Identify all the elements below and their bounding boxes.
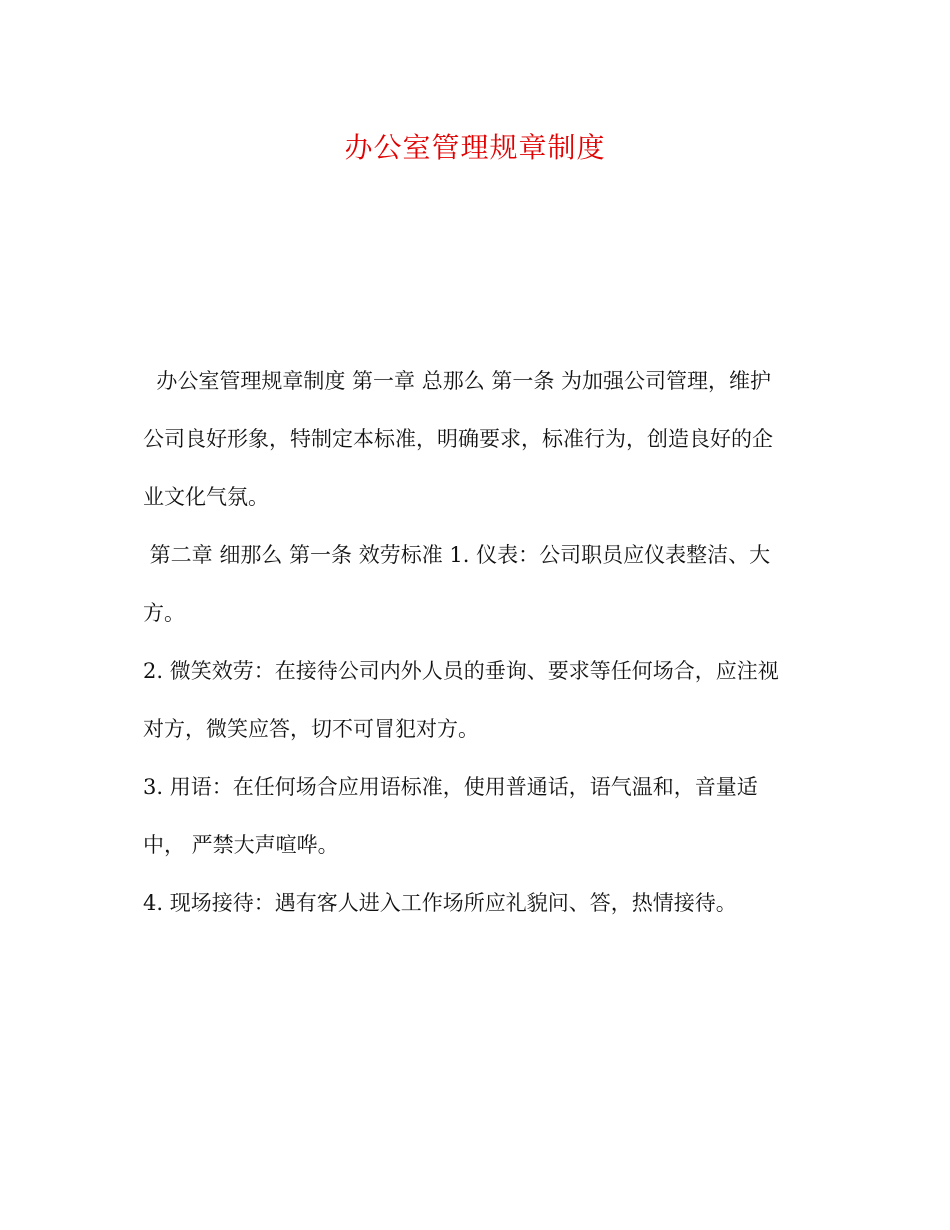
body-line: 方。 [143,601,185,625]
body-line: 中， 严禁大声喧哗。 [143,833,339,857]
body-line: 第二章 细那么 第一条 效劳标准 1. 仪表：公司职员应仪表整洁、大 [143,543,771,567]
document-title: 办公室管理规章制度 [344,131,606,164]
document-body [143,352,808,932]
body-line: 2. 微笑效劳：在接待公司内外人员的垂询、要求等任何场合，应注视 [143,659,779,683]
body-line: 业文化气氛。 [143,485,269,509]
body-line: 对方，微笑应答，切不可冒犯对方。 [143,717,479,741]
body-line: 3. 用语：在任何场合应用语标准，使用普通话，语气温和，音量适 [143,775,758,799]
body-line: 4. 现场接待：遇有客人进入工作场所应礼貌问、答，热情接待。 [143,891,737,915]
body-line: 办公室管理规章制度 第一章 总那么 第一条 为加强公司管理，维护 [143,369,772,393]
body-line: 公司良好形象，特制定本标准，明确要求，标准行为，创造良好的企 [143,427,773,451]
